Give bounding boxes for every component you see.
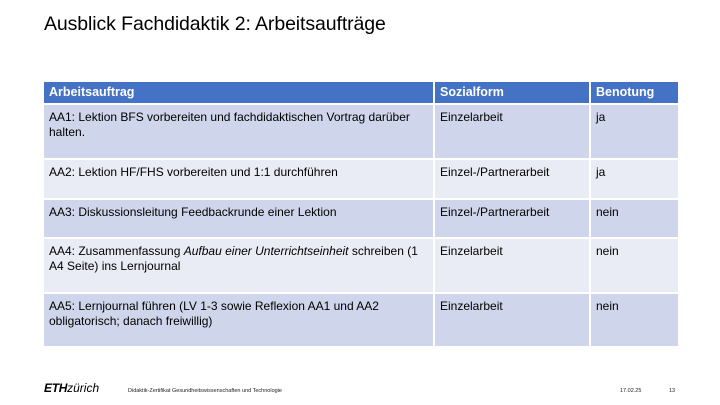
form-cell: Einzel-/Partnerarbeit <box>434 159 590 199</box>
form-cell: Einzelarbeit <box>434 238 590 293</box>
eth-logo <box>44 381 99 395</box>
grade-cell: nein <box>590 199 678 238</box>
task-cell: AA1: Lektion BFS vorbereiten und fachdidaktischen Vortrag darüber halten. <box>44 104 434 159</box>
form-cell: Einzel-/Partnerarbeit <box>434 199 590 238</box>
footer-date: 17.02.25 <box>620 388 642 394</box>
task-cell: AA2: Lektion HF/FHS vorbereiten und 1:1 durchführen <box>44 159 434 199</box>
task-emphasis: Aufbau einer Unterrichtseinheit <box>183 244 349 258</box>
task-cell <box>44 238 434 293</box>
table-row <box>44 104 678 159</box>
task-text: schreiben (1 A4 Seite) ins Lernjournal <box>49 244 418 273</box>
task-cell: AA5: Lernjournal führen (LV 1-3 sowie Reflexion AA1 und AA2 obligatorisch; danach freiwillig) <box>44 293 434 347</box>
table-row <box>44 159 678 199</box>
header-sozialform: Sozialform <box>434 82 590 104</box>
eth-logo-rest: zürich <box>67 381 100 395</box>
page-number: 13 <box>669 388 676 394</box>
grade-cell: nein <box>590 238 678 293</box>
table-header-row <box>44 82 678 104</box>
grade-cell: ja <box>590 159 678 199</box>
header-benotung: Benotung <box>590 82 678 104</box>
eth-logo-bold: ETH <box>44 381 68 395</box>
assignments-table <box>44 82 678 348</box>
task-cell: AA3: Diskussionsleitung Feedbackrunde einer Lektion <box>44 199 434 238</box>
form-cell: Einzelarbeit <box>434 104 590 159</box>
header-arbeitsauftrag: Arbeitsauftrag <box>44 82 434 104</box>
table-row <box>44 293 678 347</box>
grade-cell: ja <box>590 104 678 159</box>
grade-cell: nein <box>590 293 678 347</box>
form-cell: Einzelarbeit <box>434 293 590 347</box>
task-text: AA4: Zusammenfassung <box>49 244 184 258</box>
table-row <box>44 199 678 238</box>
slide-title: Ausblick Fachdidaktik 2: Arbeitsaufträge <box>44 13 386 35</box>
table-row <box>44 238 678 293</box>
footer-course: Didaktik-Zertifikat Gesundheitswissenschaften und Technologie <box>128 388 282 394</box>
